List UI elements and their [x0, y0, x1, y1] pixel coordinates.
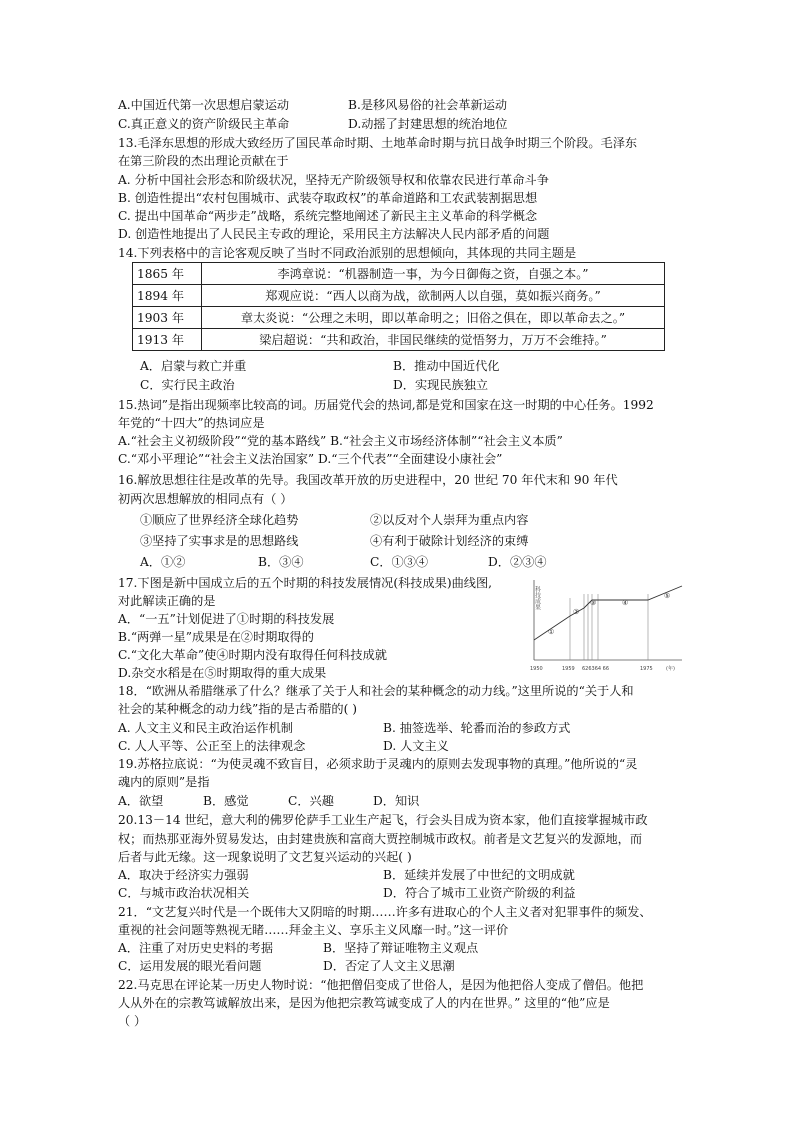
q20-option-c: C．与城市政治状况相关 — [118, 886, 250, 900]
q14-option-b: B．推动中国近代化 — [393, 359, 500, 373]
q21-option-c: C．运用发展的眼光看问题 — [118, 959, 262, 973]
q20-stem-line3: 后者与此无缘。这一现象说明了文艺复兴运动的兴起( ) — [118, 850, 412, 864]
period-label: ③ — [590, 599, 597, 607]
q18-stem-line1: 18．“欧洲从希腊继承了什么？继承了关于人和社会的某种概念的动力线。”这里所说的“关于人和 — [118, 684, 634, 698]
period-label: ① — [548, 628, 555, 636]
q22-answer-blank: （ ） — [118, 1014, 147, 1028]
q21-stem-line1: 21．“文艺复兴时代是一个既伟大又阴暗的时期……许多有进取心的个人主义者对犯罪事件的频发、 — [118, 905, 652, 919]
q19-option-d: D．知识 — [373, 794, 420, 808]
x-tick-label: 1975 — [640, 666, 653, 672]
quote-cell: 梁启超说：“共和政治，非国民继续的觉悟努力，万万不会维持。” — [202, 329, 665, 351]
q20-stem-line1: 20.13－14 世纪，意大利的佛罗伦萨手工业生产起飞，行会头目成为资本家，他们直接掌握城市政 — [118, 813, 648, 827]
q17-option-d: D.杂交水稻是在⑤时期取得的重大成果 — [118, 666, 327, 680]
q17-option-a: A．“一五”计划促进了①时期的科技发展 — [118, 612, 335, 626]
q21-option-a: A．注重了对历史史料的考据 — [118, 941, 274, 955]
table-row — [133, 263, 665, 285]
q14-quote-table — [132, 262, 665, 351]
q14-stem: 14.下列表格中的言论客观反映了当时不同政治派别的思想倾向，其体现的共同主题是 — [118, 246, 577, 260]
q16-stem-line2: 初两次思想解放的相同点有（ ） — [118, 492, 293, 506]
q19-option-a: A．欲望 — [118, 794, 164, 808]
q18-option-b: B. 抽签选举、轮番而治的参政方式 — [383, 721, 571, 735]
q21-stem-line2: 重视的社会问题等熟视无睹……拜金主义、享乐主义风靡一时。”这一评价 — [118, 923, 509, 937]
period-label: ② — [573, 608, 580, 616]
table-row — [133, 307, 665, 329]
q16-option-c: C．①③④ — [370, 555, 429, 569]
q17-tech-chart — [526, 578, 686, 674]
q18-stem-line2: 社会的某种概念的动力线”指的是古希腊的( ) — [118, 702, 357, 716]
q17-option-b: B.“两弹一星”成果是在②时期取得的 — [118, 630, 314, 644]
q16-item-1: ①顺应了世界经济全球化趋势 — [140, 513, 299, 527]
x-tick-label: 1959 — [562, 666, 575, 672]
q19-stem-line2: 魂内的原则”是指 — [118, 775, 210, 789]
q13-option-d: D. 创造性地提出了人民民主专政的理论，采用民主方法解决人民内部矛盾的问题 — [118, 227, 550, 241]
table-row — [133, 285, 665, 307]
q18-option-d: D. 人文主义 — [383, 739, 449, 753]
q14-option-a: A．启蒙与救亡并重 — [140, 359, 247, 373]
q12-option-b: B.是移风易俗的社会革新运动 — [348, 98, 508, 112]
year-cell: 1894 年 — [133, 285, 202, 307]
table-row — [133, 329, 665, 351]
quote-cell: 章太炎说：“公理之未明，即以革命明之；旧俗之俱在，即以革命去之。” — [202, 307, 665, 329]
q22-stem-line2: 人从外在的宗教笃诚解放出来，是因为他把宗教笃诚变成了人的内在世界。” 这里的“他”应是 — [118, 996, 610, 1010]
x-tick-label: (年) — [666, 666, 675, 672]
q16-option-d: D．②③④ — [488, 555, 547, 569]
q14-option-d: D．实现民族独立 — [393, 378, 489, 392]
q18-option-c: C. 人人平等、公正至上的法律观念 — [118, 739, 306, 753]
q13-stem-line1: 13.毛泽东思想的形成大致经历了国民革命时期、土地革命时期与抗日战争时期三个阶段。毛泽东 — [118, 136, 638, 150]
q14-option-c: C．实行民主政治 — [140, 378, 235, 392]
q19-option-c: C．兴趣 — [288, 794, 334, 808]
year-cell: 1913 年 — [133, 329, 202, 351]
q13-option-a: A. 分析中国社会形态和阶级状况，坚持无产阶级领导权和依靠农民进行革命斗争 — [118, 173, 549, 187]
year-cell: 1865 年 — [133, 263, 202, 285]
achievement-curve — [534, 586, 682, 640]
x-tick-label: 626364 66 — [582, 666, 610, 672]
q19-stem-line1: 19.苏格拉底说：“为使灵魂不致盲目，必须求助于灵魂内的原则去发现事物的真理。”他所说的“灵 — [118, 757, 638, 771]
quote-cell: 李鸿章说：“机器制造一事，为今日御侮之资，自强之本。” — [202, 263, 665, 285]
q17-stem-line2: 对此解读正确的是 — [118, 594, 216, 608]
q15-options-cd: C.“邓小平理论”“社会主义法治国家” D.“三个代表”“全面建设小康社会” — [118, 452, 503, 466]
q12-option-a: A.中国近代第一次思想启蒙运动 — [118, 98, 290, 112]
q22-stem-line1: 22.马克思在评论某一历史人物时说：“他把僧侣变成了世俗人，是因为他把俗人变成了僧侣。他把 — [118, 978, 644, 992]
year-cell: 1903 年 — [133, 307, 202, 329]
q21-option-b: B．坚持了辩证唯物主义观点 — [323, 941, 479, 955]
q16-item-3: ③坚持了实事求是的思想路线 — [140, 534, 299, 548]
quote-cell: 郑观应说：“西人以商为战，欲制两人以自强，莫如振兴商务。” — [202, 285, 665, 307]
q13-option-c: C. 提出中国革命“两步走”战略，系统完整地阐述了新民主主义革命的科学概念 — [118, 209, 538, 223]
q16-option-a: A．①② — [140, 555, 186, 569]
period-label: ④ — [622, 599, 629, 607]
q16-item-4: ④有利于破除计划经济的束缚 — [370, 534, 529, 548]
q13-stem-line2: 在第三阶段的杰出理论贡献在于 — [118, 154, 289, 168]
q16-item-2: ②以反对个人崇拜为重点内容 — [370, 513, 529, 527]
q20-option-a: A．取决于经济实力强弱 — [118, 868, 249, 882]
q15-stem-line2: 年党的“十四大”的热词应是 — [118, 416, 265, 430]
q16-stem-line1: 16.解放思想往往是改革的先导。我国改革开放的历史进程中，20 世纪 70 年代末和 90 年代 — [118, 473, 618, 487]
q20-option-d: D．符合了城市工业资产阶级的利益 — [383, 886, 576, 900]
x-tick-label: 1950 — [530, 666, 543, 672]
q17-stem-line1: 17.下图是新中国成立后的五个时期的科技发展情况(科技成果)曲线图, — [118, 576, 493, 590]
q16-option-b: B．③④ — [258, 555, 304, 569]
q21-option-d: D．否定了人文主义思潮 — [323, 959, 455, 973]
q12-option-d: D.动摇了封建思想的统治地位 — [348, 117, 508, 131]
q20-option-b: B．延续并发展了中世纪的文明成就 — [383, 868, 575, 882]
q20-stem-line2: 权；而热那亚海外贸易发达，由封建贵族和富商大贾控制城市政权。前者是文艺复兴的发源地，而 — [118, 832, 643, 846]
period-label: ⑤ — [664, 592, 671, 600]
q12-option-c: C.真正意义的资产阶级民主革命 — [118, 117, 290, 131]
y-axis-label: 科技成果 — [533, 586, 541, 610]
q13-option-b: B. 创造性提出“农村包围城市、武装夺取政权”的革命道路和工农武装割据思想 — [118, 191, 538, 205]
q15-options-ab: A.“社会主义初级阶段”“党的基本路线” B.“社会主义市场经济体制”“社会主义本质” — [118, 434, 563, 448]
q18-option-a: A. 人文主义和民主政治运作机制 — [118, 721, 293, 735]
q19-option-b: B．感觉 — [203, 794, 249, 808]
q17-option-c: C.“文化大革命”使④时期内没有取得任何科技成就 — [118, 648, 387, 662]
q15-stem-line1: 15.热词”是指出现频率比较高的词。历届党代会的热词,都是党和国家在这一时期的中心任务。1992 — [118, 398, 654, 412]
